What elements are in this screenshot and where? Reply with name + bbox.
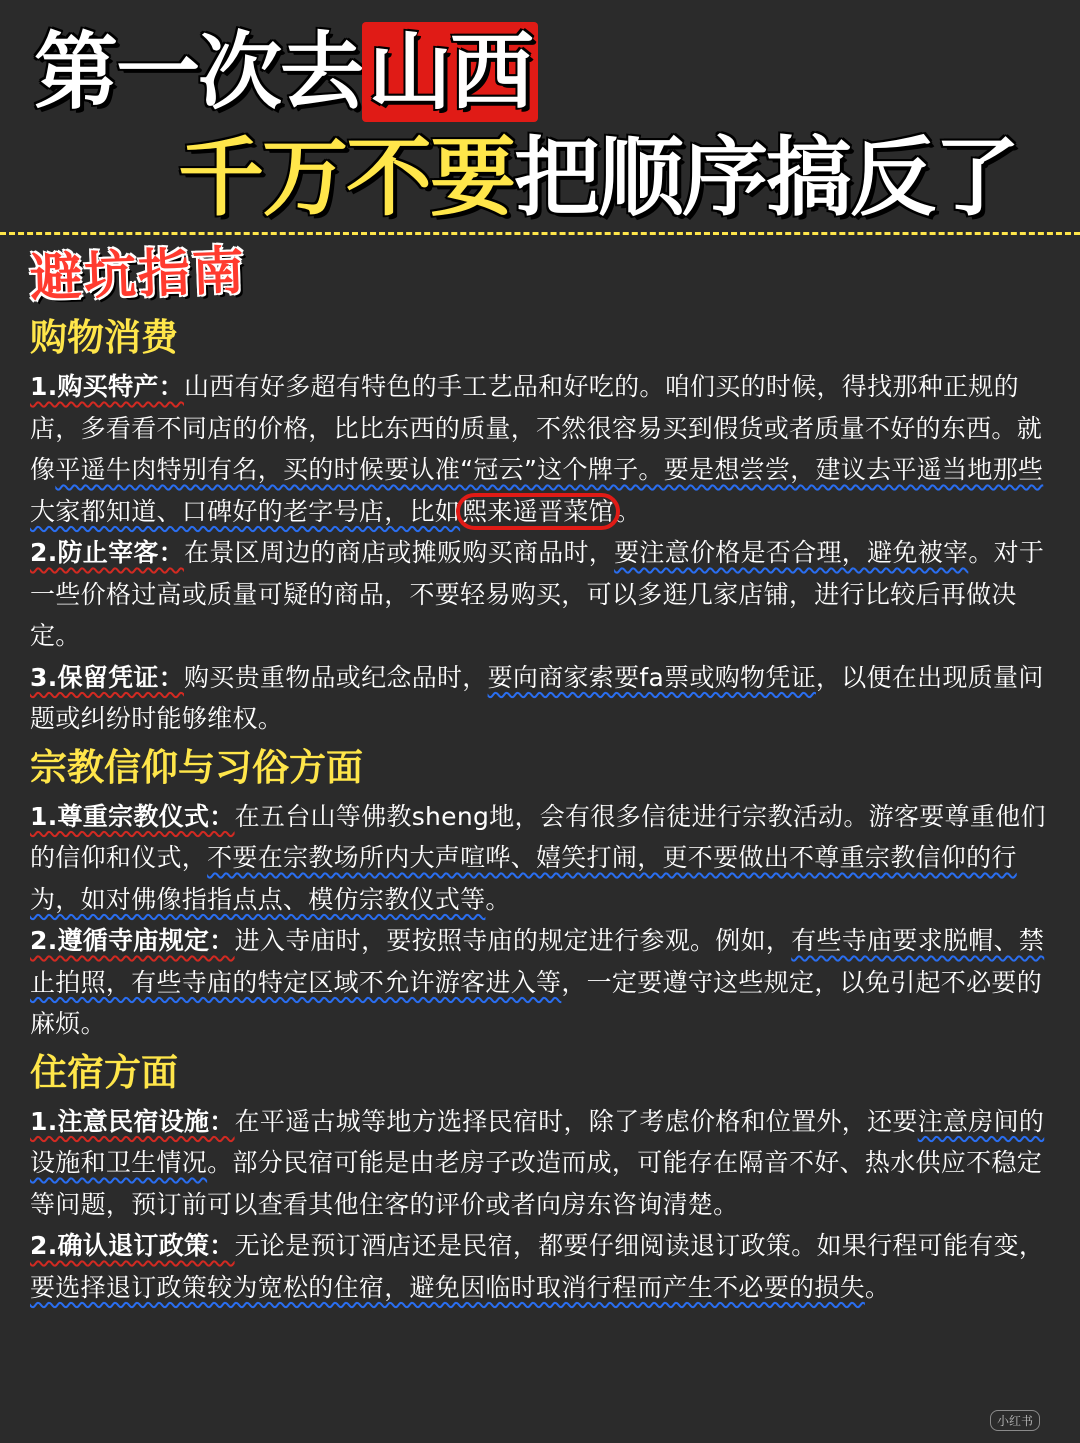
item-text-end: 。部分民宿可能是由老房子改造而成，可能存在隔音不好、热水供应不稳定等问题，预订前可以查看其他住客的评价或者向房东咨询清楚。 [30,1148,1043,1219]
religion-item-2 [30,920,1050,1045]
title-highlight-shanxi: 山西 [362,22,538,122]
item-lead: 3.保留凭证： [30,662,184,692]
item-text-end: 。 [864,1272,891,1302]
item-underlined-text: 有些寺庙要求脱帽、禁止拍照，有些寺庙的特定区域不允许游客进入等 [30,926,1045,997]
section-title-religion: 宗教信仰与习俗方面 [30,745,363,789]
item-text: 在五台山等佛教sheng地，会有很多信徒进行宗教活动。游客要尊重他们的信仰和仪式， [30,801,1046,872]
item-text-end: ，一定要遵守这些规定，以免引起不必要的麻烦。 [30,967,1043,1038]
title-line-2-white: 把顺序搞反了 [514,128,1018,228]
section-title-shopping: 购物消费 [30,316,178,359]
title-line-2-yellow: 千万不要 [178,128,514,228]
guide-title: 避坑指南 [28,240,247,309]
item-underlined-text: 不要在宗教场所内大声喧哗、嬉笑打闹，更不要做出不尊重宗教信仰的行为，如对佛像指指点点、模仿宗教仪式等 [30,843,1017,914]
item-text-end: 。 [615,496,642,526]
item-text: 购买贵重物品或纪念品时， [184,662,488,692]
item-text: 进入寺庙时，要按照寺庙的规定进行参观。例如， [234,926,792,955]
item-text-end: ，以便在出现质量问题或纠纷时能够维权。 [30,662,1044,733]
item-text-end: 。 [485,884,511,914]
item-underlined-text: 要向商家索要fa票或购物凭证 [487,662,816,692]
item-lead: 2.确认退订政策： [30,1231,235,1260]
item-underlined-text: 注意房间的设施和卫生情况 [30,1106,1045,1177]
shopping-item-1 [30,366,1050,532]
item-underlined-text: 要注意价格是否合理，避免被宰 [614,538,969,567]
item-lead: 1.尊重宗教仪式： [30,801,235,831]
religion-item-1 [30,796,1050,921]
dashed-divider [0,232,1080,235]
title-line-1 [34,22,538,122]
item-lead: 2.遵循寺庙规定： [30,926,235,955]
item-text: 山西有好多超有特色的手工艺品和好吃的。咱们买的时候，得找那种正规的店，多看看不同店的价格，比比东西的质量，不然很容易买到假货或者质量不好的东西。就像 [30,372,1043,484]
item-lead: 1.注意民宿设施： [30,1106,235,1136]
item-text: 在平遥古城等地方选择民宿时，除了考虑价格和位置外，还要 [234,1106,918,1136]
item-text: 在景区周边的商店或摊贩购买商品时， [184,538,615,567]
item-text: 无论是预订酒店还是民宿，都要仔细阅读退订政策。如果行程可能有变， [234,1231,1045,1260]
title-line-2 [178,128,1018,228]
shopping-item-3 [30,657,1050,740]
item-text-end: 。对于一些价格过高或质量可疑的商品，不要轻易购买，可以多逛几家店铺，进行比较后再做决定。 [30,538,1045,650]
item-lead: 2.防止宰客： [30,538,184,567]
item-underlined-text: 要选择退订政策较为宽松的住宿，避免因临时取消行程而产生不必要的损失 [30,1272,865,1302]
shopping-item-2 [30,532,1050,657]
title-line-1-white: 第一次去 [34,23,363,121]
item-underlined-text: 平遥牛肉特别有名，买的时候要认准“冠云”这个牌子。要是想尝尝，建议去平遥当地那些大家都知道、口碑好的老字号店，比如 [30,455,1044,526]
section-title-lodging: 住宿方面 [30,1050,178,1094]
item-lead: 1.购买特产： [30,372,184,401]
content [30,310,1050,1308]
lodging-item-2 [30,1225,1050,1308]
lodging-item-1 [30,1101,1050,1226]
circled-restaurant-name: 熙来遥晋菜馆 [462,496,614,526]
watermark-logo: 小红书 [990,1410,1040,1431]
